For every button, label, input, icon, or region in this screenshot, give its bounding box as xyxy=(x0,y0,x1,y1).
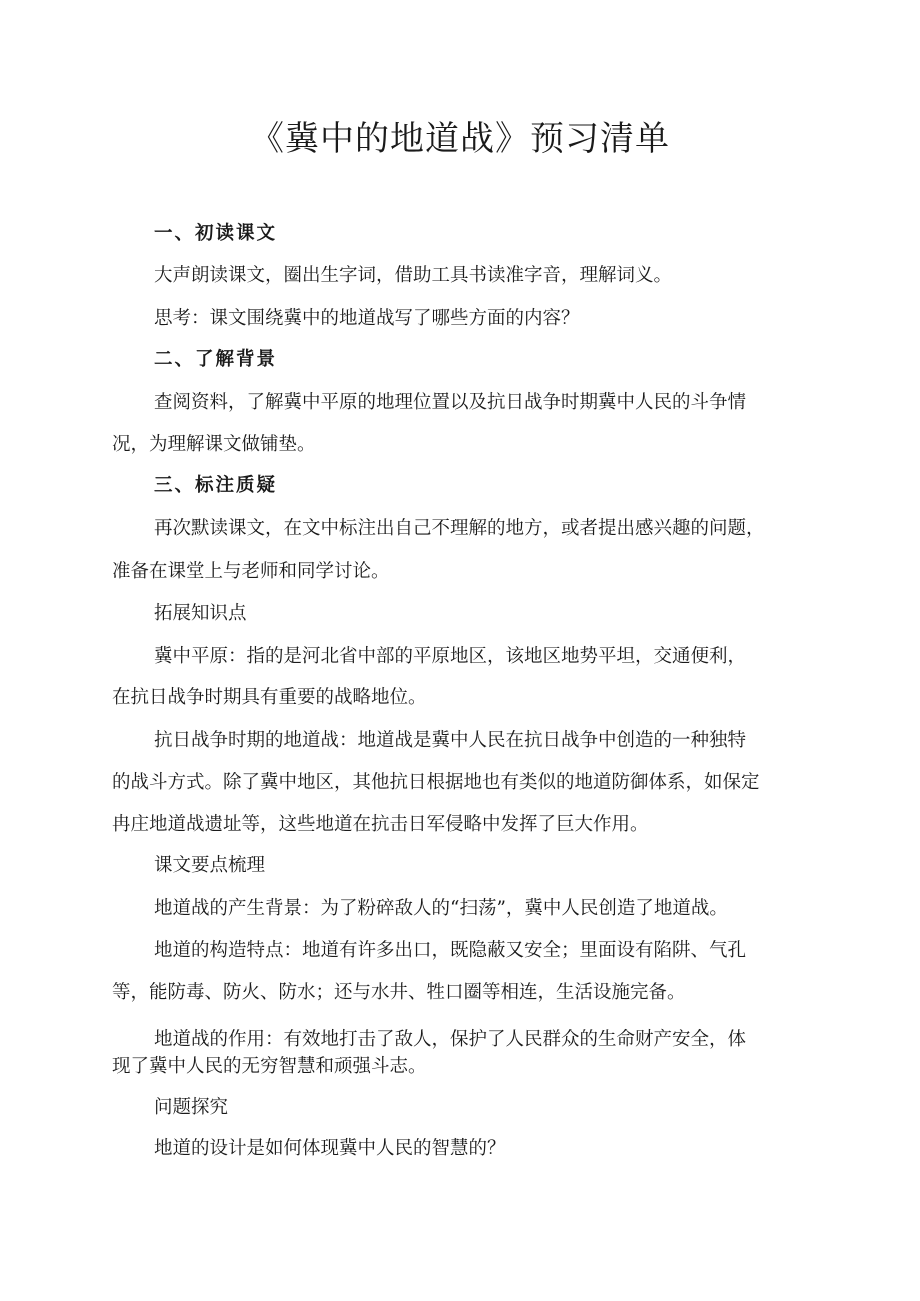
paragraph-inquiry-question: 地道的设计是如何体现冀中人民的智慧的？ xyxy=(154,1138,506,1159)
paragraph-read-aloud: 大声朗读课文，圈出生字词，借助工具书读准字音，理解词义。 xyxy=(154,265,673,286)
paragraph-role-line-2: 现了冀中人民的无穷智慧和顽强斗志。 xyxy=(112,1056,427,1077)
paragraph-origin-background: 地道战的产生背景：为了粉碎敌人的“扫荡”，冀中人民创造了地道战。 xyxy=(154,898,728,919)
section-heading-annotate: 三、标注质疑 xyxy=(154,475,278,496)
paragraph-role-line-1: 地道战的作用：有效地打击了敌人，保护了人民群众的生命财产安全，体 xyxy=(154,1029,747,1050)
paragraph-annotate-line-2: 准备在课堂上与老师和同学讨论。 xyxy=(112,561,390,582)
subheading-key-points: 课文要点梳理 xyxy=(154,855,266,876)
subheading-extended-knowledge: 拓展知识点 xyxy=(154,603,247,624)
paragraph-structure-line-2: 等，能防毒、防火、防水；还与水井、牲口圈等相连，生活设施完备。 xyxy=(112,982,686,1003)
paragraph-background-line-2: 况，为理解课文做铺垫。 xyxy=(112,434,316,455)
paragraph-background-line-1: 查阅资料，了解冀中平原的地理位置以及抗日战争时期冀中人民的斗争情 xyxy=(154,392,747,413)
paragraph-tunnel-warfare-line-1: 抗日战争时期的地道战：地道战是冀中人民在抗日战争中创造的一种独特 xyxy=(154,730,747,751)
subheading-problem-inquiry: 问题探究 xyxy=(154,1097,229,1118)
section-heading-background: 二、了解背景 xyxy=(154,349,278,370)
paragraph-jizhong-plain-line-2: 在抗日战争时期具有重要的战略地位。 xyxy=(112,687,427,708)
paragraph-jizhong-plain-line-1: 冀中平原：指的是河北省中部的平原地区，该地区地势平坦，交通便利， xyxy=(154,646,747,667)
paragraph-tunnel-warfare-line-2: 的战斗方式。除了冀中地区，其他抗日根据地也有类似的地道防御体系，如保定 xyxy=(112,772,760,793)
document-title: 《冀中的地道战》预习清单 xyxy=(250,119,670,159)
paragraph-tunnel-warfare-line-3: 冉庄地道战遗址等，这些地道在抗击日军侵略中发挥了巨大作用。 xyxy=(112,814,649,835)
paragraph-structure-line-1: 地道的构造特点：地道有许多出口，既隐蔽又安全；里面设有陷阱、气孔 xyxy=(154,940,747,961)
paragraph-annotate-line-1: 再次默读课文，在文中标注出自己不理解的地方，或者提出感兴趣的问题， xyxy=(154,518,765,539)
paragraph-think-question: 思考：课文围绕冀中的地道战写了哪些方面的内容？ xyxy=(154,308,580,329)
section-heading-first-reading: 一、初读课文 xyxy=(154,223,278,244)
